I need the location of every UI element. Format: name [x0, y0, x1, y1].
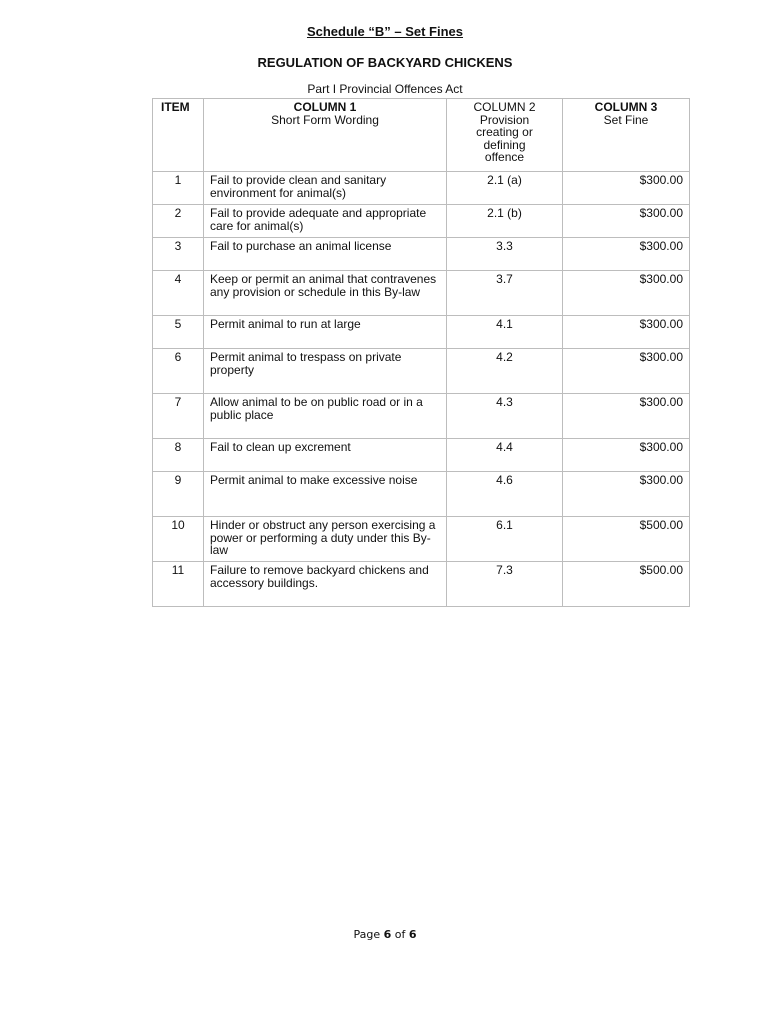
regulation-subtitle: REGULATION OF BACKYARD CHICKENS	[257, 55, 513, 70]
provision: 3.7	[447, 271, 563, 316]
item-number: 7	[153, 394, 204, 439]
short-form-wording: Keep or permit an animal that contravenes any provision or schedule in this By-law	[204, 271, 447, 316]
short-form-wording: Permit animal to make excessive noise	[204, 472, 447, 517]
short-form-wording: Permit animal to trespass on private property	[204, 349, 447, 394]
provision: 4.4	[447, 439, 563, 472]
item-number: 2	[153, 205, 204, 238]
set-fine: $500.00	[563, 562, 690, 607]
header-column-2-subtitle: Provision creating or defining offence	[476, 112, 533, 164]
short-form-wording: Allow animal to be on public road or in a public place	[204, 394, 447, 439]
item-number: 6	[153, 349, 204, 394]
header-column-2-title: COLUMN 2	[473, 100, 536, 114]
item-number: 3	[153, 238, 204, 271]
of-word: of	[394, 928, 406, 941]
provision: 2.1 (a)	[447, 172, 563, 205]
item-number: 11	[153, 562, 204, 607]
page-word: Page	[353, 928, 381, 941]
set-fine: $300.00	[563, 349, 690, 394]
short-form-wording: Failure to remove backyard chickens and accessory buildings.	[204, 562, 447, 607]
set-fine: $300.00	[563, 238, 690, 271]
set-fine: $300.00	[563, 439, 690, 472]
set-fine: $300.00	[563, 316, 690, 349]
table-row	[153, 205, 690, 238]
set-fines-table	[152, 98, 690, 607]
header-column-1-subtitle: Short Form Wording	[271, 112, 379, 127]
table-row	[153, 517, 690, 562]
page-total: 6	[408, 928, 417, 941]
provision: 4.2	[447, 349, 563, 394]
table-row	[153, 394, 690, 439]
set-fine: $300.00	[563, 472, 690, 517]
header-column-3	[563, 99, 690, 172]
table-row	[153, 439, 690, 472]
short-form-wording: Fail to clean up excrement	[204, 439, 447, 472]
table-row	[153, 349, 690, 394]
table-row	[153, 562, 690, 607]
provision: 2.1 (b)	[447, 205, 563, 238]
short-form-wording: Fail to provide clean and sanitary environment for animal(s)	[204, 172, 447, 205]
page-current: 6	[383, 928, 392, 941]
short-form-wording: Fail to provide adequate and appropriate care for animal(s)	[204, 205, 447, 238]
header-column-1	[204, 99, 447, 172]
item-number: 9	[153, 472, 204, 517]
act-reference: Part I Provincial Offences Act	[307, 82, 463, 96]
provision: 7.3	[447, 562, 563, 607]
header-item: ITEM	[153, 99, 204, 172]
provision: 4.6	[447, 472, 563, 517]
set-fine: $300.00	[563, 205, 690, 238]
header-column-3-subtitle: Set Fine	[603, 112, 649, 127]
set-fine: $300.00	[563, 172, 690, 205]
item-number: 4	[153, 271, 204, 316]
provision: 4.1	[447, 316, 563, 349]
table-row	[153, 316, 690, 349]
table-row	[153, 172, 690, 205]
provision: 3.3	[447, 238, 563, 271]
set-fine: $300.00	[563, 271, 690, 316]
item-number: 5	[153, 316, 204, 349]
table-row	[153, 271, 690, 316]
header-column-3-title: COLUMN 3	[594, 100, 658, 114]
table-row	[153, 238, 690, 271]
item-number: 1	[153, 172, 204, 205]
set-fine: $300.00	[563, 394, 690, 439]
item-number: 10	[153, 517, 204, 562]
set-fine: $500.00	[563, 517, 690, 562]
schedule-title: Schedule “B” – Set Fines	[306, 24, 464, 39]
header-column-1-title: COLUMN 1	[293, 100, 357, 114]
item-number: 8	[153, 439, 204, 472]
short-form-wording: Permit animal to run at large	[204, 316, 447, 349]
provision: 6.1	[447, 517, 563, 562]
table-row	[153, 472, 690, 517]
short-form-wording: Hinder or obstruct any person exercising a power or performing a duty under this By-law	[204, 517, 447, 562]
provision: 4.3	[447, 394, 563, 439]
page-number	[0, 928, 770, 941]
table-header-row	[153, 99, 690, 172]
short-form-wording: Fail to purchase an animal license	[204, 238, 447, 271]
header-column-2	[447, 99, 563, 172]
